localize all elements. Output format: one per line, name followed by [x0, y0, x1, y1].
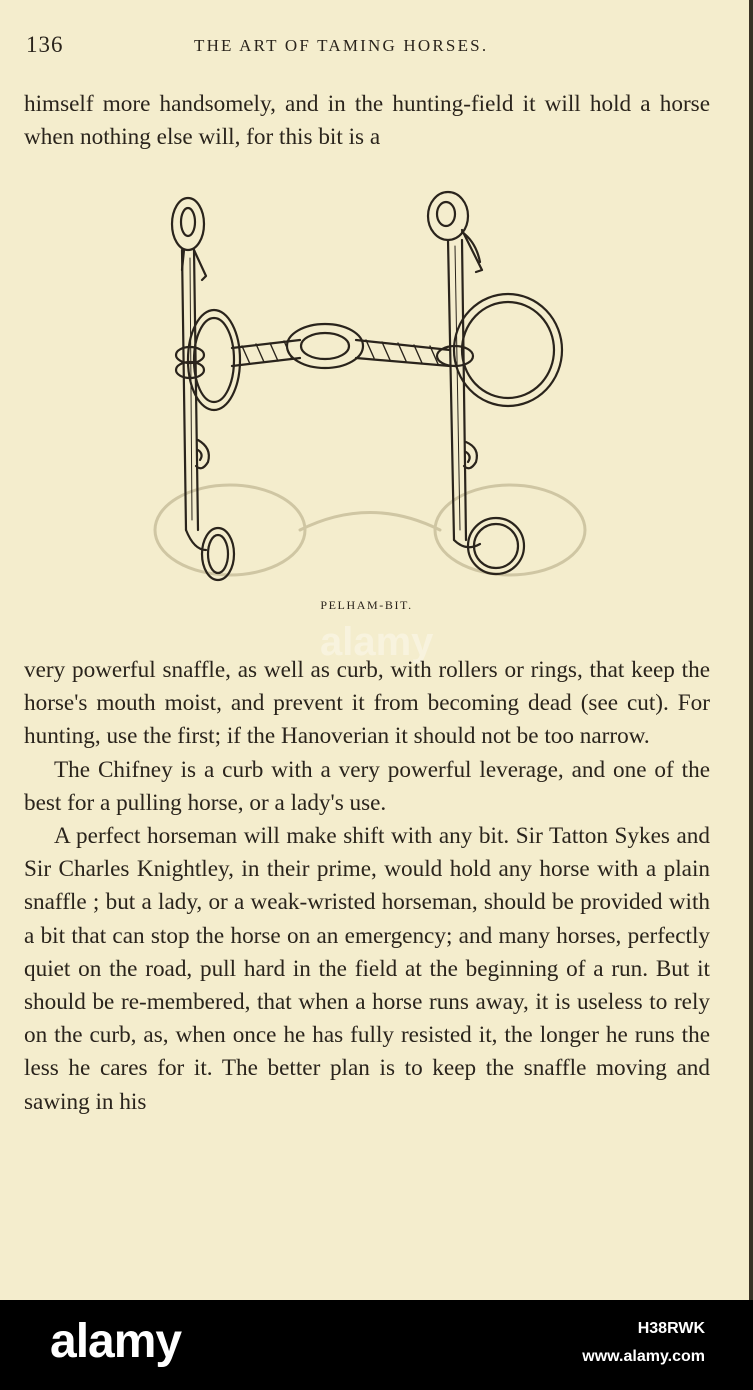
paragraph: himself more handsomely, and in the hunting-field it will hold a horse when nothing else will, for this bit is a	[24, 91, 710, 151]
mouthpiece	[232, 324, 473, 368]
running-head: THE ART OF TAMING HORSES.	[194, 36, 489, 55]
left-cheekpiece	[172, 198, 240, 580]
page-edge	[749, 0, 753, 1300]
watermark-footer	[0, 1300, 753, 1390]
paragraph: very powerful snaffle, as well as curb, with rollers or rings, that keep the horse's mouth moist, and prevent it from becoming dead (see cut). For hunting, use the first; if the Hanoverian it should not be too narrow.	[24, 657, 710, 750]
body-text-top	[24, 88, 710, 154]
right-cheekpiece	[428, 192, 562, 574]
page-number: 136	[26, 32, 64, 57]
pelham-bit-figure	[150, 180, 590, 590]
body-text-bottom	[24, 654, 710, 1119]
pelham-bit-illustration	[150, 180, 590, 590]
alamy-ghost-watermark: alamy	[320, 620, 434, 664]
paragraph: A perfect horseman will make shift with any bit. Sir Tatton Sykes and Sir Charles Knightley, in their prime, would hold any horse with a plain snaffle ; but a lady, or a weak-wristed horseman, should be provided with a bit that can stop the horse on an emergency; and many horses, perfectly quiet on the road, pull hard in the field at the beginning of a run. But it should be re-membered, that when a horse runs away, it is useless to rely on the curb, as, when once he has fully resisted it, the longer he runs the less he cares for it. The better plan is to keep the snaffle moving and sawing in his	[24, 823, 710, 1115]
alamy-logo: alamy	[50, 1315, 182, 1368]
watermark-url: www.alamy.com	[582, 1348, 705, 1365]
page-header	[24, 32, 729, 64]
image-id: H38RWK	[637, 1320, 705, 1337]
paragraph: The Chifney is a curb with a very powerful leverage, and one of the best for a pulling horse, or a lady's use.	[24, 756, 710, 816]
figure-caption: PELHAM-BIT.	[320, 598, 413, 612]
